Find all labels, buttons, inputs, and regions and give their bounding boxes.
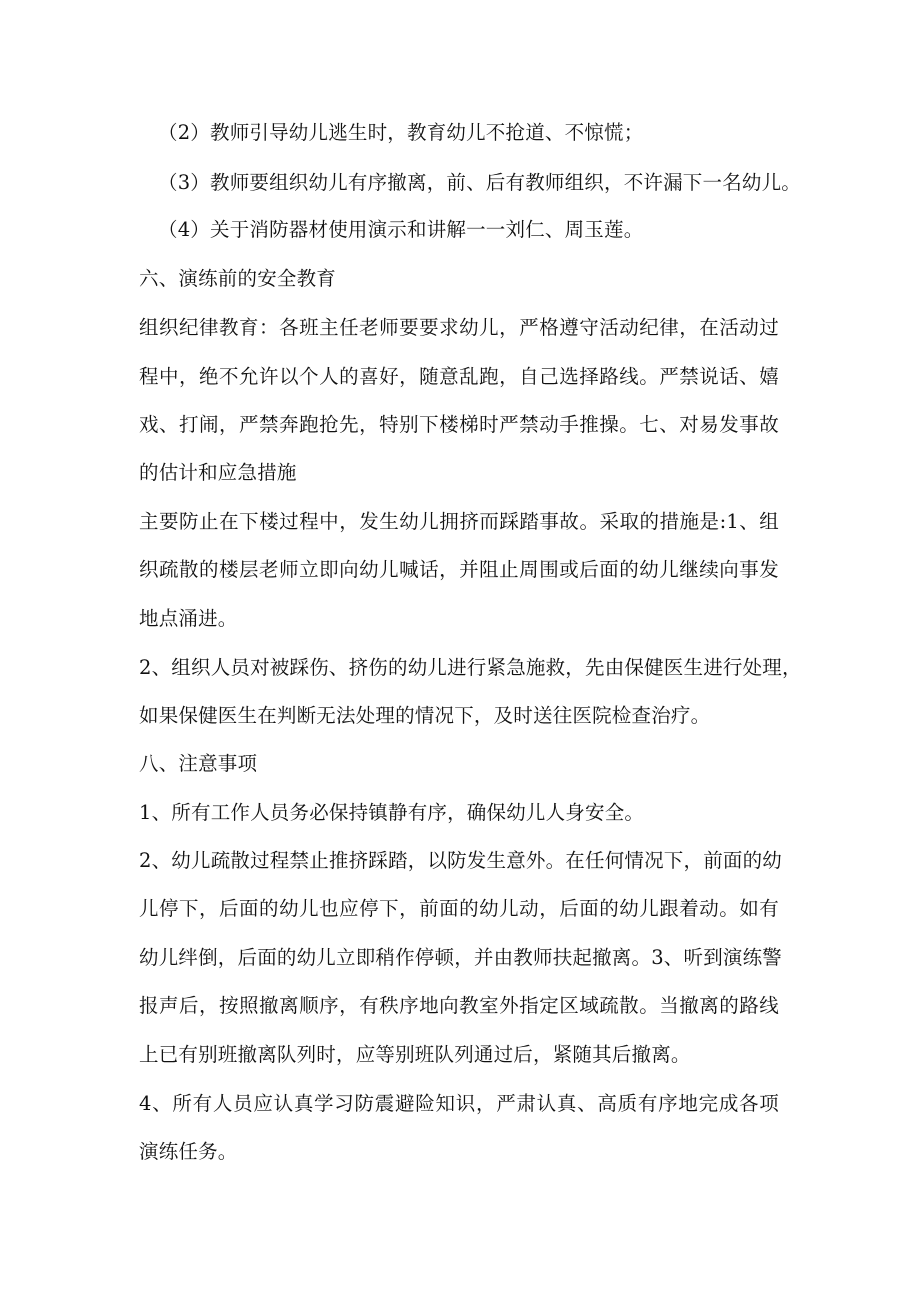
paragraph-line: 演练任务。 xyxy=(139,1140,238,1163)
paragraph-line: （2）教师引导幼儿逃生时，教育幼儿不抢道、不惊慌； xyxy=(158,121,644,144)
paragraph-line: 1、所有工作人员务必保持镇静有序，确保幼儿人身安全。 xyxy=(139,801,645,824)
paragraph-line: 地点涌进。 xyxy=(139,607,238,630)
paragraph-line: 织疏散的楼层老师立即向幼儿喊话，并阻止周围或后面的幼儿继续向事发 xyxy=(139,558,779,581)
section-heading: 八、注意事项 xyxy=(139,752,258,775)
paragraph-line: 主要防止在下楼过程中，发生幼儿拥挤而踩踏事故。采取的措施是:1、组 xyxy=(139,510,779,533)
paragraph-line: 2、组织人员对被踩伤、挤伤的幼儿进行紧急施救，先由保健医生进行处理， xyxy=(139,656,802,679)
paragraph-line: 4、所有人员应认真学习防震避险知识，严肃认真、高质有序地完成各项 xyxy=(139,1092,779,1115)
paragraph-line: 如果保健医生在判断无法处理的情况下，及时送往医院检查治疗。 xyxy=(139,704,711,727)
paragraph-line: 幼儿绊倒，后面的幼儿立即稍作停顿，并由教师扶起撤离。3、听到演练警 xyxy=(139,946,783,969)
paragraph-line: 的估计和应急措施 xyxy=(139,461,297,484)
paragraph-line: 戏、打闹，严禁奔跑抢先，特别下楼梯时严禁动手推操。七、对易发事故 xyxy=(139,413,779,436)
paragraph-line: 2、幼儿疏散过程禁止推挤踩踏，以防发生意外。在任何情况下，前面的幼 xyxy=(139,849,783,872)
paragraph-line: 上已有别班撤离队列时，应等别班队列通过后，紧随其后撤离。 xyxy=(139,1043,691,1066)
paragraph-line: 报声后，按照撤离顺序，有秩序地向教室外指定区域疏散。当撤离的路线 xyxy=(139,994,779,1017)
section-heading: 六、演练前的安全教育 xyxy=(139,267,337,290)
paragraph-line: （4）关于消防器材使用演示和讲解一一刘仁、周玉莲。 xyxy=(158,218,644,241)
paragraph-line: 儿停下，后面的幼儿也应停下，前面的幼儿动，后面的幼儿跟着动。如有 xyxy=(139,897,779,920)
paragraph-line: （3）教师要组织幼儿有序撤离，前、后有教师组织，不许漏下一名幼儿。 xyxy=(158,171,802,194)
paragraph-line: 程中，绝不允许以个人的喜好，随意乱跑，自己选择路线。严禁说话、嬉 xyxy=(139,365,779,388)
paragraph-line: 组织纪律教育：各班主任老师要要求幼儿，严格遵守活动纪律，在活动过 xyxy=(139,316,779,339)
